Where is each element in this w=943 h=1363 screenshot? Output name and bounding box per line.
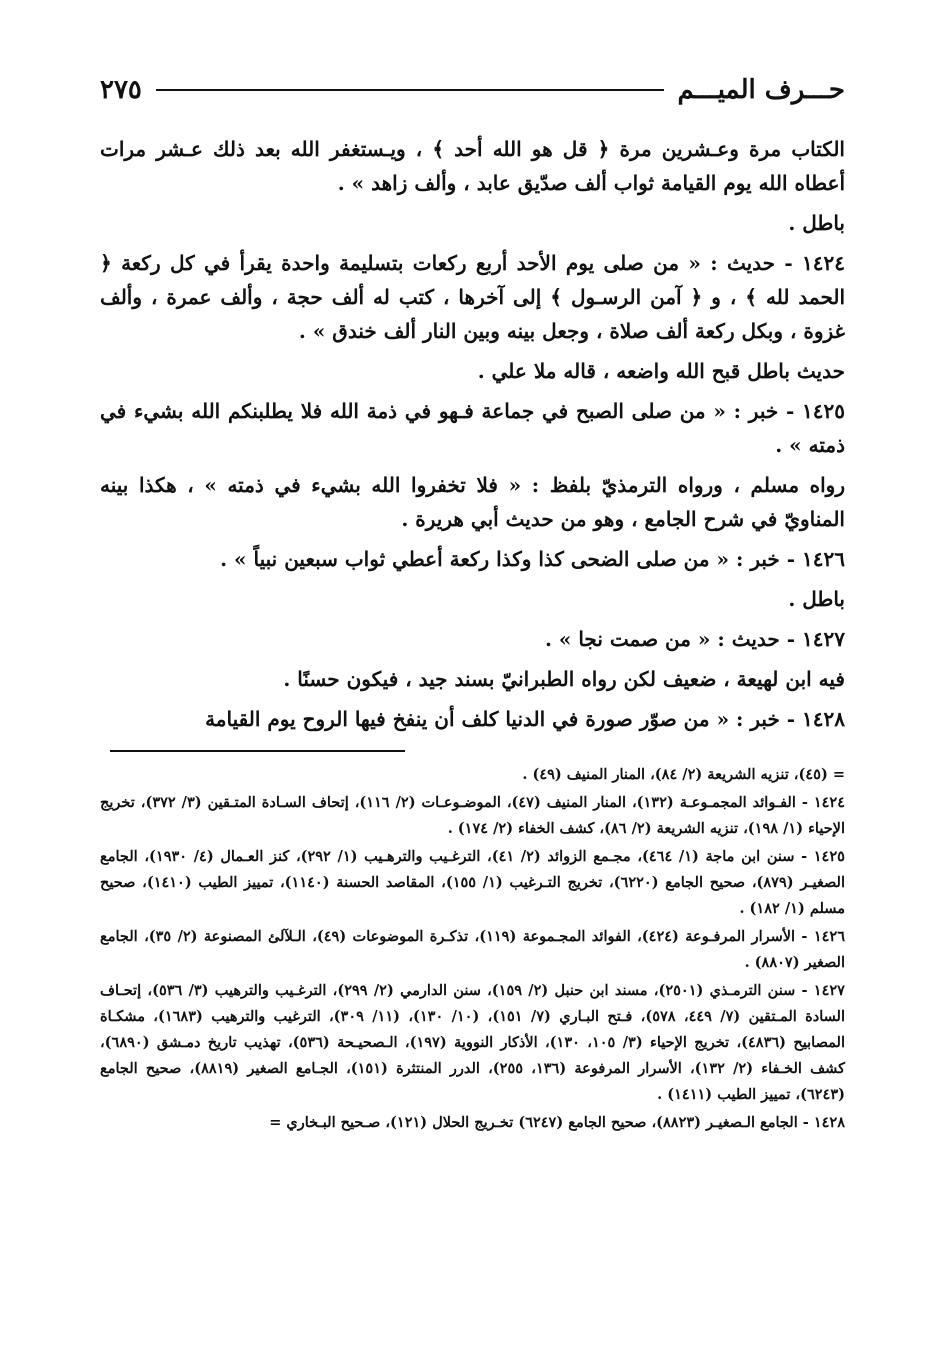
verdict-1425: رواه مسلم ، ورواه الترمذيّ بلفظ : « فلا تخفروا الله بشيء في ذمته » ، هكذا بينه المناويّ في شرح الجامع ، وهو من حديث أبي هريرة . [100,473,845,531]
running-title: حـــرف الميـــم [677,75,845,105]
footnote-1426: ١٤٢٦ - الأسرار المرفـوعة (٤٢٤)، الفوائد المجـموعة (١١٩)، تذكـرة الموضوعات (٤٩)، الـلآلئ المصنوعة (٢/ ٣٥)، الجامع الصغير (٨٨٠٧) . [100,928,845,971]
footnotes [100,762,845,1136]
footnote-rule [110,750,405,752]
hadith-1428: ١٤٢٨ - خبر : « من صوّر صورة في الدنيا كلف أن ينفخ فيها الروح يوم القيامة [205,707,845,731]
paragraph-continuation: الكتاب مرة وعـشرين مرة ﴿ قل هو الله أحد ﴾ ، ويـستغفر الله بعد ذلك عـشر مرات أعطاه الله يوم القيامة ثواب ألف صدّيق عابد ، وألف زاهد » . [100,137,845,195]
hadith-1425: ١٤٢٥ - خبر : « من صلى الصبح في جماعة فـهو في ذمة الله فلا يطلبنكم الله بشيء في ذمته » . [100,399,845,457]
verdict-1426: باطل . [788,587,845,611]
footnote-1424: ١٤٢٤ - الفـوائد المجمـوعـة (١٣٢)، المنار المنيف (٤٧)، الموضـوعـات (٢/ ١١٦)، إتحاف السـادة المتـقين (٣/ ٣٧٢)، تخريج الإحياء (١/ ١٩٨)، تنزيه الشريعة (٢/ ٨٦)، كشف الخفاء (٢/ ١٧٤) . [100,794,845,837]
running-head [100,70,845,110]
verdict-1423: باطل . [788,211,845,235]
hadith-1427: ١٤٢٧ - حديث : « من صمت نجا » . [544,627,845,651]
header-rule [156,89,664,91]
verdict-1424: حديث باطل قبح الله واضعه ، قاله ملا علي . [477,359,845,383]
hadith-1426: ١٤٢٦ - خبر : « من صلى الضحى كذا وكذا ركعة أعطي ثواب سبعين نبياً » . [220,547,845,571]
footnote-1427: ١٤٢٧ - سنن الترمـذي (٢٥٠١)، مسند ابن حنبل (٢/ ١٥٩)، سنن الدارمي (٢/ ٢٩٩)، الترغـيب والترهيب (٣/ ٥٣٦)، إتحـاف السادة المـتقين (٧/ ٤٤٩، ٥٧٨)، فـتح البـاري (٧/ ١٥١)، (١٠/ ١٣٠)، (١١/ ٣٠٩)، الترغيب والترهيب (١٦٨٣)، مشكـاة المصابيح (٤٨٣٦)، تخريج الإحياء (٣/ ١٠٥، ١٣٠)، الأذكار النووية (١٩٧)، الـصحيـحة (٥٣٦)، تهذيب تاريخ دمـشق (٦٨٩٠)، كشف الخـفاء (٢/ ١٣٢)، الأسرار المرفوعة (١٣٦، ٢٥٥)، الدرر المنتثرة (١٥١)، الجـامع الصغير (٨٨١٩)، صحيح الجامع (٦٢٤٣)، تمييز الطيب (١٤١١) . [100,982,845,1103]
footnote-1428: ١٤٢٨ - الجامع الـصغيـر (٨٨٢٣)، صحيح الجامع (٦٢٤٧) تخـريج الحلال (١٢١)، صـحيح البـخاري = [269,1114,845,1131]
page-number: ٢٧٥ [100,75,142,105]
hadith-1424: ١٤٢٤ - حديث : « من صلى يوم الأحد أربع ركعات بتسليمة واحدة يقرأ في كل ركعة ﴿ الحمد لله ﴾ ، و ﴿ آمن الرسـول ﴾ إلى آخرها ، كتب له ألف حجة ، وألف عمرة ، وألف غزوة ، وبكل ركعة ألف صلاة ، وجعل بينه وبين النار ألف خندق » . [100,251,845,343]
footnote-continuation: = (٤٥)، تنزيه الشريعة (٢/ ٨٤)، المنار المنيف (٤٩) . [522,766,845,783]
main-text [100,132,845,736]
verdict-1427: فيه ابن لهيعة ، ضعيف لكن رواه الطبرانيّ بسند جيد ، فيكون حسنًا . [283,667,845,691]
book-page [100,70,845,1300]
footnote-1425: ١٤٢٥ - سنن ابن ماجة (١/ ٤٦٤)، مجـمع الزوائد (٢/ ٤١)، الترغـيب والترهـيب (١/ ٢٩٢)، كنز العـمال (٤/ ١٩٣٠)، الجامع الصغيـر (٨٧٩)، صحيح الجامع (٦٢٢٠)، تخريج التـرغيب (١/ ١٥٥)، المقاصد الحسنة (١١٤٠)، تمييز الطيب (١٤١٠)، صحيح مسلم (١/ ١٨٢) . [100,848,845,917]
